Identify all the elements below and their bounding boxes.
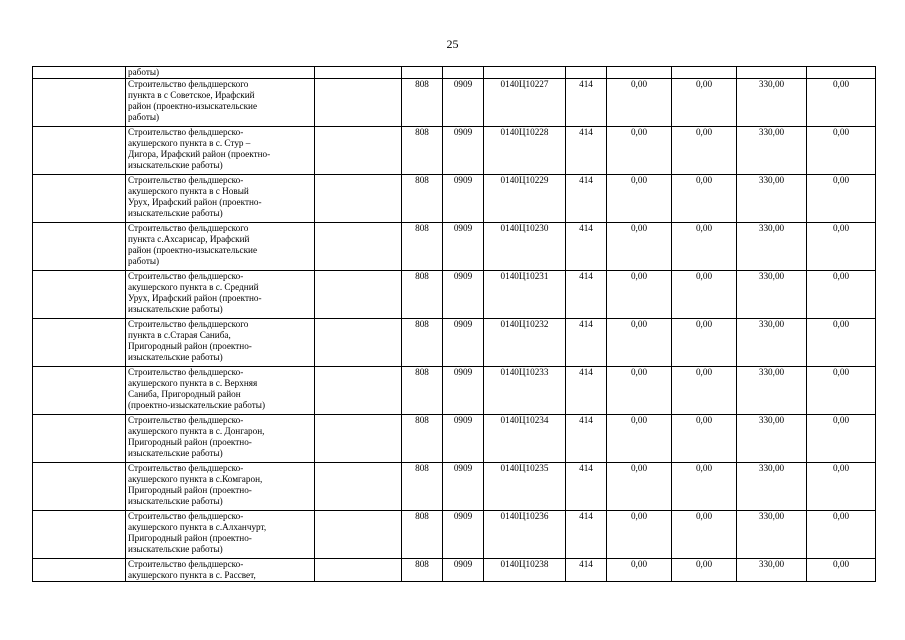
- description-line: Пригородный район (проектно-: [128, 436, 252, 447]
- cell-empty: [443, 67, 484, 79]
- cell-grbs: 808: [402, 366, 443, 414]
- cell-section: 0909: [443, 558, 484, 581]
- cell-amount-1: 0,00: [607, 270, 672, 318]
- description-line: изыскательские работы): [128, 303, 223, 314]
- cell-amount-2: 0,00: [672, 222, 737, 270]
- cell-description: [126, 558, 315, 581]
- cell-empty: [315, 558, 402, 581]
- cell-description: [126, 222, 315, 270]
- description-line: изыскательские работы): [128, 495, 223, 506]
- table-row: [33, 318, 876, 366]
- description-line: акушерского пункта в с. Средний: [128, 281, 259, 292]
- cell-amount-4: 0,00: [807, 366, 876, 414]
- description-line: изыскательские работы): [128, 207, 223, 218]
- cell-section: 0909: [443, 126, 484, 174]
- cell-empty: [607, 67, 672, 79]
- table-row: [33, 558, 876, 581]
- cell-amount-3: 330,00: [737, 318, 807, 366]
- cell-target-article: 0140Ц10236: [484, 510, 566, 558]
- cell-amount-1: 0,00: [607, 174, 672, 222]
- cell-amount-4: 0,00: [807, 78, 876, 126]
- cell-amount-4: 0,00: [807, 510, 876, 558]
- cell-target-article: 0140Ц10231: [484, 270, 566, 318]
- cell-amount-3: 330,00: [737, 126, 807, 174]
- cell-description: [126, 126, 315, 174]
- cell-amount-2: 0,00: [672, 174, 737, 222]
- cell-description: [126, 318, 315, 366]
- description-line: Строительство фельдшерско-: [128, 414, 244, 425]
- cell-target-article: 0140Ц10230: [484, 222, 566, 270]
- cell-empty: [33, 462, 126, 510]
- cell-empty: [315, 270, 402, 318]
- cell-amount-3: 330,00: [737, 78, 807, 126]
- cell-expense-type: 414: [566, 126, 607, 174]
- description-line: Строительство фельдшерско-: [128, 510, 244, 521]
- description-line: акушерского пункта в с. Верхняя: [128, 377, 258, 388]
- description-line: Саниба, Пригородный район: [128, 388, 241, 399]
- cell-expense-type: 414: [566, 270, 607, 318]
- description-line: изыскательские работы): [128, 543, 223, 554]
- cell-amount-3: 330,00: [737, 558, 807, 581]
- cell-empty: [315, 318, 402, 366]
- cell-section: 0909: [443, 462, 484, 510]
- description-line: акушерского пункта в с.Алханчурт,: [128, 521, 267, 532]
- cell-target-article: 0140Ц10229: [484, 174, 566, 222]
- cell-description: [126, 414, 315, 462]
- table-row: [33, 78, 876, 126]
- cell-empty: [33, 174, 126, 222]
- cell-empty: [484, 67, 566, 79]
- cell-empty: [33, 222, 126, 270]
- cell-expense-type: 414: [566, 174, 607, 222]
- cell-empty: [402, 67, 443, 79]
- cell-amount-1: 0,00: [607, 126, 672, 174]
- description-line: акушерского пункта в с. Донгарон,: [128, 425, 265, 436]
- cell-expense-type: 414: [566, 366, 607, 414]
- description-line: район (проектно-изыскательские: [128, 100, 258, 111]
- description-line: пункта в с Советское, Ирафский: [128, 89, 255, 100]
- cell-amount-3: 330,00: [737, 222, 807, 270]
- cell-expense-type: 414: [566, 510, 607, 558]
- description-line: Урух, Ирафский район (проектно-: [128, 292, 262, 303]
- cell-description: [126, 366, 315, 414]
- table-row: [33, 126, 876, 174]
- cell-amount-4: 0,00: [807, 414, 876, 462]
- cell-description: [126, 462, 315, 510]
- cell-grbs: 808: [402, 126, 443, 174]
- description-line: Строительство фельдшерского: [128, 222, 249, 233]
- cell-empty: [33, 558, 126, 581]
- cell-grbs: 808: [402, 222, 443, 270]
- continuation-row: [33, 67, 876, 79]
- description-line: акушерского пункта в с.Комгарон,: [128, 473, 263, 484]
- cell-expense-type: 414: [566, 78, 607, 126]
- cell-amount-4: 0,00: [807, 318, 876, 366]
- table-row: [33, 174, 876, 222]
- description-line: Пригородный район (проектно-: [128, 532, 252, 543]
- cell-description: [126, 174, 315, 222]
- cell-grbs: 808: [402, 462, 443, 510]
- cell-amount-2: 0,00: [672, 270, 737, 318]
- cell-amount-3: 330,00: [737, 174, 807, 222]
- cell-empty: [33, 126, 126, 174]
- cell-empty: [315, 366, 402, 414]
- cell-empty: [315, 222, 402, 270]
- description-line: Строительство фельдшерско-: [128, 174, 244, 185]
- description-line: Урух, Ирафский район (проектно-: [128, 196, 262, 207]
- cell-section: 0909: [443, 366, 484, 414]
- cell-empty: [33, 270, 126, 318]
- description-line: изыскательские работы): [128, 351, 223, 362]
- cell-target-article: 0140Ц10235: [484, 462, 566, 510]
- cell-target-article: 0140Ц10234: [484, 414, 566, 462]
- cell-expense-type: 414: [566, 318, 607, 366]
- cell-description: [126, 78, 315, 126]
- cell-section: 0909: [443, 222, 484, 270]
- cell-empty: [315, 67, 402, 79]
- cell-grbs: 808: [402, 318, 443, 366]
- cell-empty: [315, 462, 402, 510]
- cell-empty: [33, 414, 126, 462]
- description-line: Строительство фельдшерского: [128, 78, 249, 89]
- cell-empty: [33, 366, 126, 414]
- cell-amount-3: 330,00: [737, 414, 807, 462]
- cell-amount-1: 0,00: [607, 366, 672, 414]
- cell-empty: [807, 67, 876, 79]
- cell-amount-1: 0,00: [607, 462, 672, 510]
- description-line: акушерского пункта в с. Стур –: [128, 137, 251, 148]
- description-line: акушерского пункта в с. Рассвет,: [128, 569, 256, 580]
- cell-amount-4: 0,00: [807, 222, 876, 270]
- cell-amount-1: 0,00: [607, 78, 672, 126]
- cell-amount-1: 0,00: [607, 318, 672, 366]
- cell-empty: [566, 67, 607, 79]
- cell-empty: [33, 318, 126, 366]
- cell-amount-2: 0,00: [672, 558, 737, 581]
- description-line: Строительство фельдшерско-: [128, 270, 244, 281]
- description-line: изыскательские работы): [128, 159, 223, 170]
- cell-grbs: 808: [402, 78, 443, 126]
- cell-amount-3: 330,00: [737, 270, 807, 318]
- cell-target-article: 0140Ц10233: [484, 366, 566, 414]
- cell-amount-2: 0,00: [672, 126, 737, 174]
- description-line: работы): [128, 255, 160, 266]
- description-line: Строительство фельдшерского: [128, 318, 249, 329]
- cell-grbs: 808: [402, 558, 443, 581]
- cell-empty: [672, 67, 737, 79]
- description-line: работы): [128, 111, 160, 122]
- cell-empty: [737, 67, 807, 79]
- cell-description: [126, 270, 315, 318]
- cell-description: работы): [126, 67, 315, 79]
- cell-amount-3: 330,00: [737, 366, 807, 414]
- description-line: Строительство фельдшерско-: [128, 366, 244, 377]
- cell-amount-4: 0,00: [807, 174, 876, 222]
- description-line: Дигора, Ирафский район (проектно-: [128, 148, 271, 159]
- cell-empty: [315, 414, 402, 462]
- cell-empty: [315, 126, 402, 174]
- cell-grbs: 808: [402, 510, 443, 558]
- table-row: [33, 462, 876, 510]
- table-row: [33, 414, 876, 462]
- table-row: [33, 270, 876, 318]
- cell-expense-type: 414: [566, 222, 607, 270]
- cell-expense-type: 414: [566, 462, 607, 510]
- cell-section: 0909: [443, 318, 484, 366]
- cell-description: [126, 510, 315, 558]
- cell-target-article: 0140Ц10238: [484, 558, 566, 581]
- cell-amount-2: 0,00: [672, 462, 737, 510]
- description-line: Строительство фельдшерско-: [128, 462, 244, 473]
- cell-amount-4: 0,00: [807, 558, 876, 581]
- description-line: акушерского пункта в с Новый: [128, 185, 249, 196]
- cell-target-article: 0140Ц10228: [484, 126, 566, 174]
- cell-empty: [33, 78, 126, 126]
- cell-amount-4: 0,00: [807, 270, 876, 318]
- description-line: пункта в с.Старая Саниба,: [128, 329, 231, 340]
- description-line: Строительство фельдшерско-: [128, 126, 244, 137]
- cell-grbs: 808: [402, 174, 443, 222]
- cell-amount-2: 0,00: [672, 510, 737, 558]
- cell-empty: [33, 510, 126, 558]
- cell-amount-4: 0,00: [807, 462, 876, 510]
- cell-grbs: 808: [402, 414, 443, 462]
- cell-section: 0909: [443, 78, 484, 126]
- description-line: Строительство фельдшерско-: [128, 558, 244, 569]
- cell-amount-2: 0,00: [672, 78, 737, 126]
- description-line: (проектно-изыскательские работы): [128, 399, 266, 410]
- cell-amount-4: 0,00: [807, 126, 876, 174]
- cell-amount-2: 0,00: [672, 318, 737, 366]
- description-line: изыскательские работы): [128, 447, 223, 458]
- budget-table: [32, 66, 876, 582]
- cell-section: 0909: [443, 270, 484, 318]
- description-line: район (проектно-изыскательские: [128, 244, 258, 255]
- cell-amount-1: 0,00: [607, 558, 672, 581]
- description-line: Пригородный район (проектно-: [128, 340, 252, 351]
- table-row: [33, 222, 876, 270]
- table-row: [33, 510, 876, 558]
- cell-expense-type: 414: [566, 414, 607, 462]
- description-line: Пригородный район (проектно-: [128, 484, 252, 495]
- cell-empty: [315, 174, 402, 222]
- cell-empty: [315, 78, 402, 126]
- page-number: 25: [446, 37, 459, 51]
- cell-amount-1: 0,00: [607, 222, 672, 270]
- table-row: [33, 366, 876, 414]
- cell-empty: [315, 510, 402, 558]
- cell-empty: [33, 67, 126, 79]
- cell-amount-2: 0,00: [672, 366, 737, 414]
- cell-target-article: 0140Ц10232: [484, 318, 566, 366]
- cell-amount-3: 330,00: [737, 462, 807, 510]
- cell-amount-1: 0,00: [607, 510, 672, 558]
- cell-grbs: 808: [402, 270, 443, 318]
- description-line: пункта с.Ахсарисар, Ирафский: [128, 233, 250, 244]
- cell-expense-type: 414: [566, 558, 607, 581]
- cell-section: 0909: [443, 174, 484, 222]
- cell-amount-2: 0,00: [672, 414, 737, 462]
- cell-target-article: 0140Ц10227: [484, 78, 566, 126]
- cell-amount-3: 330,00: [737, 510, 807, 558]
- cell-section: 0909: [443, 510, 484, 558]
- cell-amount-1: 0,00: [607, 414, 672, 462]
- cell-section: 0909: [443, 414, 484, 462]
